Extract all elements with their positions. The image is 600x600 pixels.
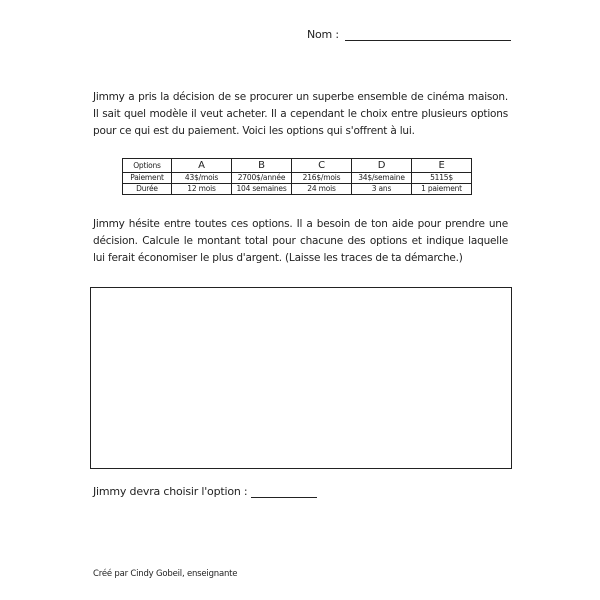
choice-row	[93, 485, 317, 498]
instructions-paragraph: Jimmy hésite entre toutes ces options. Il a besoin de ton aide pour prendre une décision. Calcule le montant total pour chacune des options et indique laquelle lui ferait économiser le plus d'argent. (Laisse les traces de ta démarche.)	[93, 218, 508, 264]
table-header-row	[123, 159, 472, 173]
intro-paragraph: Jimmy a pris la décision de se procurer un superbe ensemble de cinéma maison. Il sait quel modèle il veut acheter. Il a cependant le choix entre plusieurs options pour ce qui est du paiement. Voici les options qui s'offrent à lui.	[93, 91, 508, 137]
footer-credit: Créé par Cindy Gobeil, enseignante	[93, 569, 238, 579]
choice-blank-line[interactable]	[251, 486, 317, 498]
table-cell: 43$/mois	[172, 173, 232, 184]
table-cell: 34$/semaine	[352, 173, 412, 184]
table-header-option-b: B	[232, 159, 292, 173]
table-header-option-a: A	[172, 159, 232, 173]
table-cell: 2700$/année	[232, 173, 292, 184]
table-row-duration	[123, 184, 472, 195]
table-row-label: Durée	[123, 184, 172, 195]
name-blank-line[interactable]	[345, 29, 511, 41]
table-row-label: Paiement	[123, 173, 172, 184]
table-cell: 104 semaines	[232, 184, 292, 195]
table-cell: 3 ans	[352, 184, 412, 195]
work-answer-box[interactable]	[90, 287, 512, 469]
table-cell: 24 mois	[292, 184, 352, 195]
name-label: Nom :	[307, 28, 339, 41]
table-header-option-c: C	[292, 159, 352, 173]
table-header-option-d: D	[352, 159, 412, 173]
table-cell: 5115$	[412, 173, 472, 184]
table-header-option-e: E	[412, 159, 472, 173]
table-cell: 1 paiement	[412, 184, 472, 195]
table-row-payment	[123, 173, 472, 184]
name-field-row	[307, 28, 511, 41]
payment-options-table	[122, 158, 472, 195]
table-header-label: Options	[123, 159, 172, 173]
table-cell: 216$/mois	[292, 173, 352, 184]
choice-label: Jimmy devra choisir l'option :	[93, 485, 248, 498]
table-cell: 12 mois	[172, 184, 232, 195]
